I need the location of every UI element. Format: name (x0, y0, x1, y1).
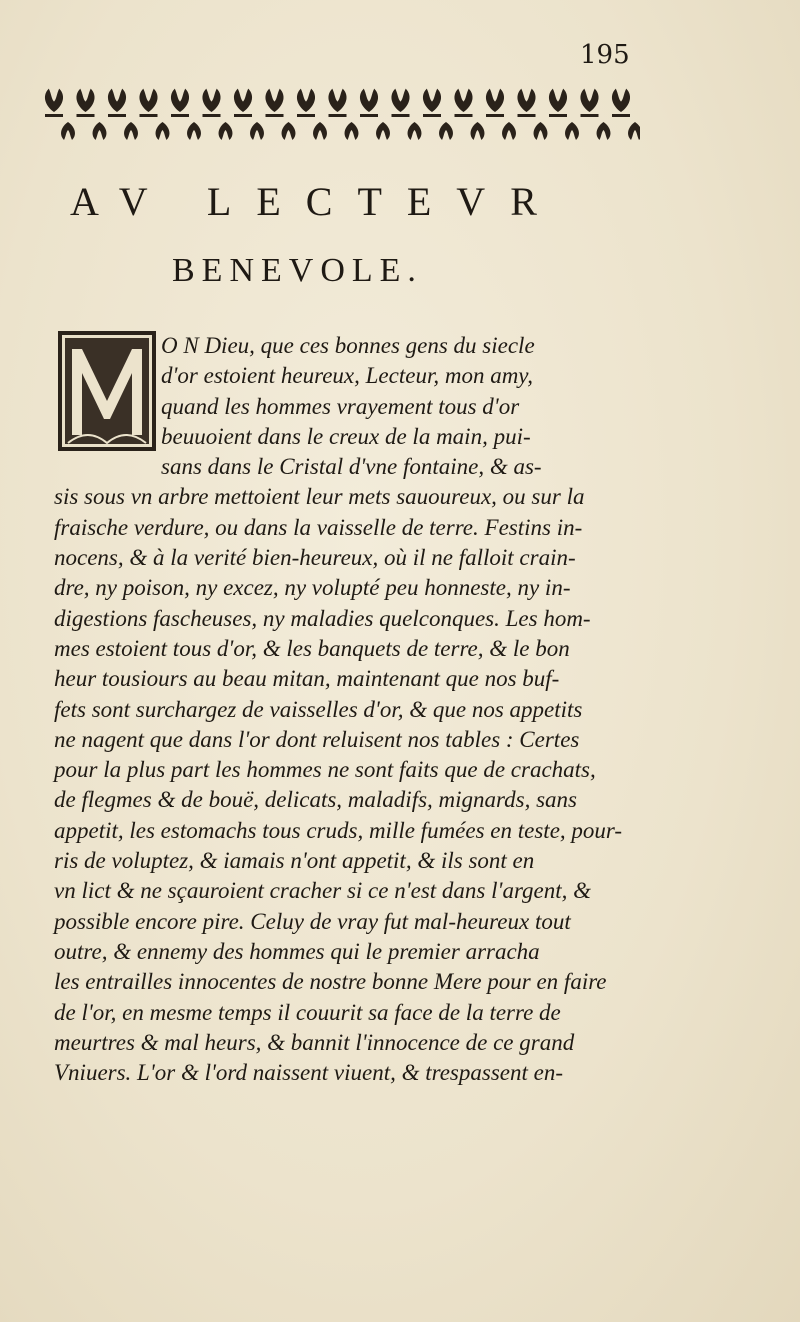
ornament-bar (297, 114, 315, 117)
text-line: ris de voluptez, & iamais n'ont appetit, & ils sont en (54, 848, 535, 874)
fleuron-icon (93, 122, 107, 140)
text-line: dre, ny poison, ny excez, ny volupté peu honneste, ny in- (54, 575, 571, 601)
fleuron-icon (61, 122, 75, 140)
ornament-bar (171, 114, 189, 117)
fleuron-icon (219, 122, 233, 140)
fleuron-icon (423, 89, 441, 112)
fleuron-icon (502, 122, 516, 140)
text-line: pour la plus part les hommes ne sont faits que de crachats, (54, 757, 596, 783)
text-line: Vniuers. L'or & l'ord naissent viuent, & trespassent en- (54, 1060, 563, 1086)
headline: AV LECTEVR (70, 179, 562, 224)
text-line: fraische verdure, ou dans la vaisselle de terre. Festins in- (54, 514, 583, 540)
fleuron-icon (313, 122, 327, 140)
text-line: possible encore pire. Celuy de vray fut mal-heureux tout (54, 908, 571, 934)
fleuron-icon (108, 89, 126, 112)
text-line: meurtres & mal heurs, & bannit l'innocence de ce grand (54, 1029, 575, 1055)
fleuron-icon (328, 89, 346, 112)
fleuron-icon (234, 89, 252, 112)
fleuron-icon (454, 89, 472, 112)
ornament-bar (329, 114, 347, 117)
fleuron-icon (345, 122, 359, 140)
ornament-bar (360, 114, 378, 117)
fleuron-icon (156, 122, 170, 140)
text-line: fets sont surchargez de vaisselles d'or, & que nos appetits (54, 696, 583, 722)
fleuron-icon (612, 89, 630, 112)
ornament-bar (77, 114, 95, 117)
text-line: digestions fascheuses, ny maladies quelconques. Les hom- (54, 605, 591, 631)
fleuron-icon (76, 89, 94, 112)
fleuron-icon (408, 122, 422, 140)
fleuron-icon (124, 122, 138, 140)
text-line: de l'or, en mesme temps il couurit sa face de la terre de (54, 999, 561, 1025)
fleuron-icon (282, 122, 296, 140)
text-line: appetit, les estomachs tous cruds, mille fumées en teste, pour- (54, 817, 623, 843)
fleuron-icon (439, 122, 453, 140)
ornament-bar (549, 114, 567, 117)
fleuron-icon (297, 89, 315, 112)
fleuron-icon (486, 89, 504, 112)
ornament-bar (518, 114, 536, 117)
text-line: sans dans le Cristal d'vne fontaine, & as- (161, 454, 542, 480)
ornament-bar (612, 114, 630, 117)
fleuron-icon (45, 89, 63, 112)
text-line: mes estoient tous d'or, & les banquets de terre, & le bon (54, 635, 570, 661)
text-line: outre, & ennemy des hommes qui le premier arracha (54, 938, 540, 964)
ornament-bar (581, 114, 599, 117)
fleuron-icon (250, 122, 264, 140)
text-line: nocens, & à la verité bien-heureux, où il ne falloit crain- (54, 545, 576, 571)
text-line: les entrailles innocentes de nostre bonne Mere pour en faire (54, 969, 607, 995)
fleuron-icon (580, 89, 598, 112)
ornament-bar (108, 114, 126, 117)
text-line: sis sous vn arbre mettoient leur mets sauoureux, ou sur la (54, 484, 585, 510)
fleuron-icon (202, 89, 220, 112)
fleuron-ornament (40, 78, 640, 158)
fleuron-icon (534, 122, 548, 140)
fleuron-icon (360, 89, 378, 112)
fleuron-icon (187, 122, 201, 140)
text-line: de flegmes & de bouë, delicats, maladifs, mignards, sans (54, 787, 577, 813)
body-text (54, 331, 674, 1088)
page-number: 195 (580, 40, 630, 70)
text-line: O N Dieu, que ces bonnes gens du siecle (161, 333, 535, 358)
ornament-bar (45, 114, 63, 117)
ornament-bar (423, 114, 441, 117)
ornament-bar (266, 114, 284, 117)
fleuron-icon (471, 122, 485, 140)
text-line: ne nagent que dans l'or dont reluisent nos tables : Certes (54, 726, 580, 752)
fleuron-icon (628, 122, 640, 140)
fleuron-icon (265, 89, 283, 112)
text-line: vn lict & ne sçauroient cracher si ce n'est dans l'argent, & (54, 878, 592, 904)
text-line: beuuoient dans le creux de la main, pui- (161, 423, 531, 449)
ornament-bar (140, 114, 158, 117)
ornament-bar (486, 114, 504, 117)
fleuron-icon (597, 122, 611, 140)
fleuron-icon (139, 89, 157, 112)
ornament-bar (392, 114, 410, 117)
fleuron-icon (517, 89, 535, 112)
ornament-bar (203, 114, 221, 117)
fleuron-icon (549, 89, 567, 112)
text-line: heur tousiours au beau mitan, maintenant que nos buf- (54, 666, 560, 692)
text-line: d'or estoient heureux, Lecteur, mon amy, (161, 363, 533, 389)
ornament-bar (455, 114, 473, 117)
fleuron-icon (391, 89, 409, 112)
fleuron-icon (171, 89, 189, 112)
text-line: quand les hommes vrayement tous d'or (161, 393, 520, 419)
fleuron-icon (565, 122, 579, 140)
fleuron-icon (376, 122, 390, 140)
subheadline: BENEVOLE. (172, 252, 423, 289)
ornament-bar (234, 114, 252, 117)
